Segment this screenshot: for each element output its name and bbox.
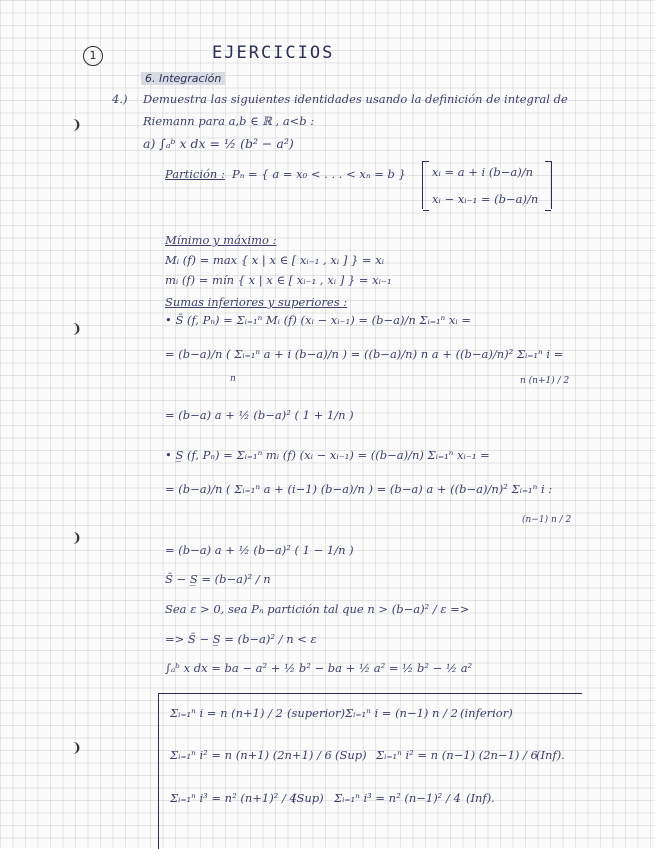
formula-sum-i-sup: Σᵢ₌₁ⁿ i = n (n+1) / 2 [170, 706, 283, 720]
particion-box-line-2: xᵢ − xᵢ₋₁ = (b−a)/n [432, 192, 539, 206]
epsilon-statement: Sea ε > 0, sea Pₙ partición tal que n > (b−a)² / ε => [165, 602, 470, 616]
section-heading: 6. Integración [141, 72, 225, 85]
binder-ring-mark: ❩ [71, 118, 82, 133]
sumas-label: Sumas inferiores y superiores : [165, 295, 348, 309]
sum-difference: S̄ − S̲ = (b−a)² / n [165, 572, 271, 586]
formula-tag: (Inf). [466, 791, 495, 805]
problem-statement-line-2: Riemann para a,b ∈ ℝ , a<b : [143, 114, 315, 128]
part-a-statement: a) ∫ₐᵇ x dx = ½ (b² − a²) [143, 136, 294, 151]
formula-sum-i-inf: Σᵢ₌₁ⁿ i = (n−1) n / 2 [345, 706, 458, 720]
lower-sum-line-3: = (b−a) a + ½ (b−a)² ( 1 − 1/n ) [165, 543, 354, 557]
upper-sum-line-1: • S̄ (f, Pₙ) = Σᵢ₌₁ⁿ Mᵢ (f) (xᵢ − xᵢ₋₁) = (b−a)/n Σᵢ₌₁ⁿ xᵢ = [165, 313, 471, 327]
formula-tag: (Inf). [536, 748, 565, 762]
upper-sum-brace-note: n (n+1) / 2 [520, 376, 570, 386]
formula-tag: (inferior) [460, 706, 513, 720]
formula-tag: (Sup) [335, 748, 367, 762]
integral-result: ∫ₐᵇ x dx = ba − a² + ½ b² − ba + ½ a² = ½ b² − ½ a² [165, 661, 473, 675]
particion-box-line-1: xᵢ = a + i (b−a)/n [432, 165, 533, 179]
formula-sum-i3-inf: Σᵢ₌₁ⁿ i³ = n² (n−1)² / 4 [334, 791, 461, 805]
epsilon-implication: => S̄ − S̲ = (b−a)² / n < ε [165, 632, 317, 646]
upper-sum-line-3: = (b−a) a + ½ (b−a)² ( 1 + 1/n ) [165, 408, 354, 422]
upper-sum-side-note: n [230, 374, 236, 384]
formula-sum-i2-inf: Σᵢ₌₁ⁿ i² = n (n−1) (2n−1) / 6 [376, 748, 538, 762]
exercise-number-badge: 1 [83, 46, 103, 66]
problem-number: 4.) [112, 92, 128, 106]
formula-sum-i2-sup: Σᵢ₌₁ⁿ i² = n (n+1) (2n+1) / 6 [170, 748, 332, 762]
binder-ring-mark: ❩ [71, 322, 82, 337]
page-title: EJERCICIOS [212, 43, 335, 63]
problem-statement-line-1: Demuestra las siguientes identidades usando la definición de integral de [143, 92, 568, 106]
particion-definition: Pₙ = { a = x₀ < . . . < xₙ = b } [232, 167, 406, 181]
lower-sum-brace-note: (n−1) n / 2 [522, 515, 572, 525]
binder-ring-mark: ❩ [71, 741, 82, 756]
formula-sum-i3-sup: Σᵢ₌₁ⁿ i³ = n² (n+1)² / 4 [170, 791, 297, 805]
lower-sum-line-1: • S̲ (f, Pₙ) = Σᵢ₌₁ⁿ mᵢ (f) (xᵢ − xᵢ₋₁) = ((b−a)/n) Σᵢ₌₁ⁿ xᵢ₋₁ = [165, 448, 490, 462]
minmax-label: Mínimo y máximo : [165, 233, 277, 247]
lower-sum-line-2: = (b−a)/n ( Σᵢ₌₁ⁿ a + (i−1) (b−a)/n ) = (b−a) a + ((b−a)/n)² Σᵢ₌₁ⁿ i : [165, 482, 553, 496]
particion-label: Partición : [165, 167, 225, 181]
binder-ring-mark: ❩ [71, 531, 82, 546]
min-definition: mᵢ (f) = mín { x | x ∈ [ xᵢ₋₁ , xᵢ ] } = xᵢ₋₁ [165, 273, 392, 287]
formula-tag: (superior) [287, 706, 346, 720]
upper-sum-line-2: = (b−a)/n ( Σᵢ₌₁ⁿ a + i (b−a)/n ) = ((b−a)/n) n a + ((b−a)/n)² Σᵢ₌₁ⁿ i = [165, 347, 564, 361]
max-definition: Mᵢ (f) = max { x | x ∈ [ xᵢ₋₁ , xᵢ ] } = xᵢ [165, 253, 385, 267]
formula-tag: (Sup) [292, 791, 324, 805]
